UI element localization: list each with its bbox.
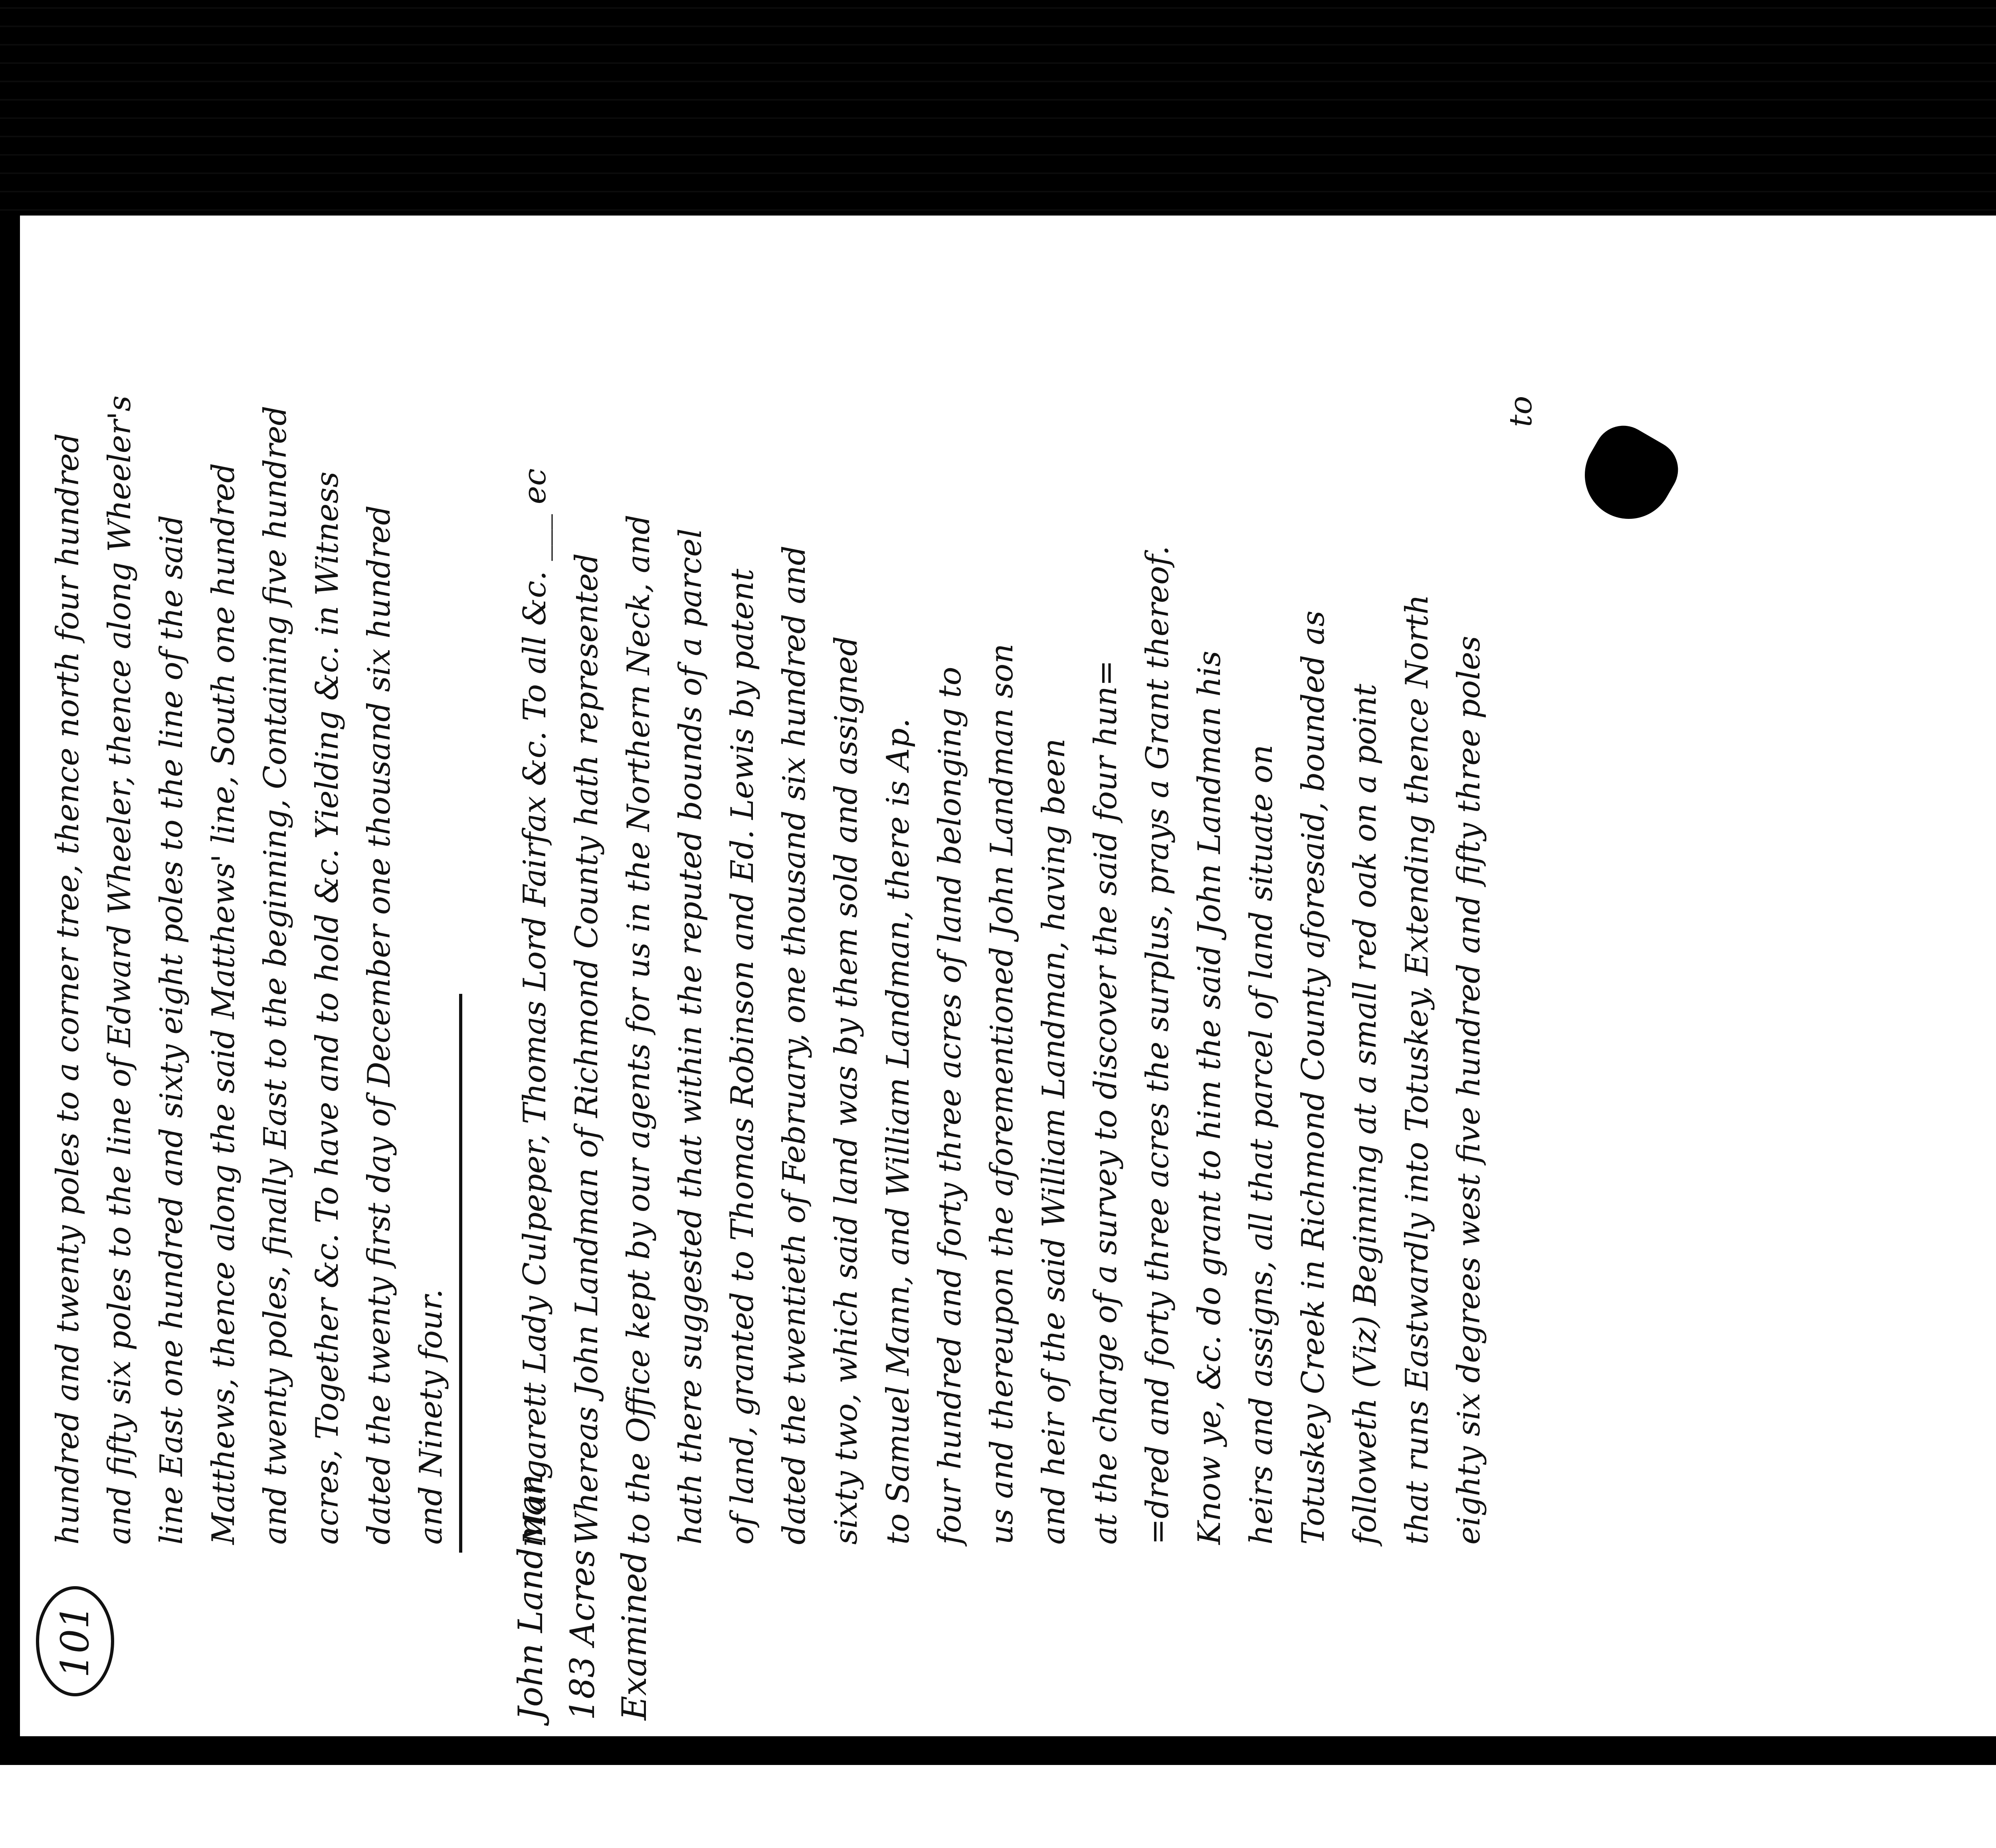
manuscript-line: Margarett Lady Culpeper, Thomas Lord Fairfax &c. To all &c. ___ ec xyxy=(517,468,553,1545)
manuscript-line: and Ninety four. xyxy=(413,1289,449,1545)
manuscript-line: heirs and assigns, all that parcel of land situate on xyxy=(1244,744,1279,1545)
margin-grantee-name: John Landman xyxy=(511,1474,550,1720)
manuscript-line: dated the twentieth of February, one thousand six hundred and xyxy=(776,545,812,1545)
manuscript-line: sixty two, which said land was by them sold and assigned xyxy=(828,636,864,1545)
manuscript-line: =dred and forty three acres the surplus, prays a Grant thereof. xyxy=(1140,546,1176,1545)
manuscript-line: Matthews, thence along the said Matthews' line, South one hundred xyxy=(206,463,242,1545)
margin-examined-note: Examined xyxy=(615,1551,654,1720)
manuscript-line: four hundred and forty three acres of land belonging to xyxy=(932,667,968,1545)
manuscript-line: followeth (Viz) Beginning at a small red oak on a point xyxy=(1347,684,1383,1545)
manuscript-line: that runs Eastwardly into Totuskey, Extending thence North xyxy=(1399,594,1435,1545)
section-divider xyxy=(459,994,462,1553)
manuscript-line: to xyxy=(1503,396,1539,427)
margin-acreage: 183 Acres xyxy=(563,1549,602,1720)
manuscript-line: and twenty poles, finally East to the beginning, Containing five hundred xyxy=(257,406,293,1545)
folio-number: 101 xyxy=(36,1586,114,1696)
manuscript-line: hath there suggested that within the reputed bounds of a parcel xyxy=(673,528,709,1545)
manuscript-line: line East one hundred and sixty eight poles to the line of the said xyxy=(154,515,190,1545)
facing-page-edge xyxy=(0,1756,1996,1848)
manuscript-line: and heir of the said William Landman, having been xyxy=(1036,738,1072,1545)
manuscript-line: us and thereupon the aforementioned John Landman son xyxy=(984,643,1020,1545)
manuscript-line: to Samuel Mann, and William Landman, there is Ap. xyxy=(880,718,916,1545)
manuscript-line: acres, Together &c. To have and to hold &c. Yielding &c. in Witness xyxy=(309,471,345,1545)
manuscript-line: hundred and twenty poles to a corner tree, thence north four hundred xyxy=(50,433,86,1545)
manuscript-line: Whereas John Landman of Richmond County hath represented xyxy=(569,553,605,1545)
manuscript-line: dated the twenty first day of December one thousand six hundred xyxy=(361,505,397,1545)
manuscript-line: at the charge of a survey to discover the said four hun= xyxy=(1088,660,1124,1545)
manuscript-line: Know ye, &c. do grant to him the said John Landman his xyxy=(1192,651,1228,1545)
ledger-page xyxy=(20,216,1996,1744)
manuscript-line: of land, granted to Thomas Robinson and Ed. Lewis by patent xyxy=(725,568,760,1545)
manuscript-line: Totuskey Creek in Richmond County aforesaid, bounded as xyxy=(1295,610,1331,1545)
rotated-manuscript xyxy=(20,216,1996,1744)
manuscript-line: eighty six degrees west five hundred and fifty three poles xyxy=(1451,635,1487,1545)
manuscript-line: to the Office kept by our agents for us in the Northern Neck, and xyxy=(621,514,657,1545)
manuscript-line: and fifty six poles to the line of Edward Wheeler, thence along Wheeler's xyxy=(102,395,138,1545)
scan-background-top xyxy=(0,0,1996,216)
